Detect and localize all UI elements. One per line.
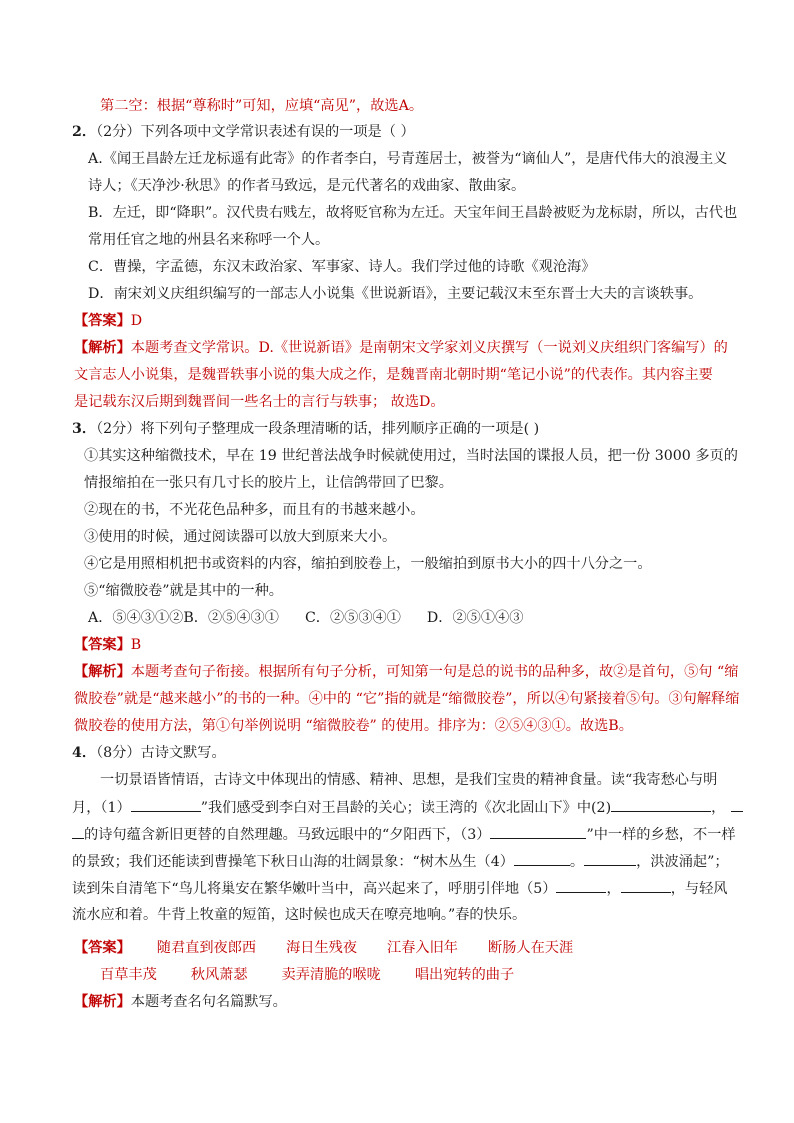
fill-blank-3[interactable] bbox=[490, 824, 586, 839]
answer-item: 断肠人在天涯 bbox=[488, 940, 574, 956]
answer-value: B bbox=[130, 637, 142, 653]
question-stem: （2分）下列各项中文学常识表述有误的一项是（ ） bbox=[96, 124, 415, 140]
question-stem: （2分）将下列句子整理成一段条理清晰的话，排列顺序正确的一项是( ) bbox=[96, 421, 540, 437]
option-a-line1: A.《闻王昌龄左迁龙标遥有此寄》的作者李白，号青莲居士，被誉为“谪仙人”，是唐代伟大的浪漫主义 bbox=[88, 151, 728, 167]
passage-line4: 的景致；我们还能读到曹操笔下秋日山海的壮阔景象：“树木丛生（4） 。 ，洪波涌起”； bbox=[72, 851, 729, 872]
question-number: 2． bbox=[72, 124, 97, 140]
passage-line3: 的诗句蕴含新旧更替的自然理趣。马致远眼中的“夕阳西下，（3） ”中一样的乡愁，不一样 bbox=[72, 824, 736, 845]
fill-blank-2c[interactable] bbox=[72, 824, 84, 839]
option-a: A．⑤④③①② bbox=[88, 610, 184, 626]
option-b: B．②⑤④③① bbox=[183, 610, 279, 626]
analysis-label: 【解析】 bbox=[74, 340, 131, 356]
fill-blank-1[interactable] bbox=[131, 797, 201, 812]
analysis-label: 【解析】 bbox=[74, 664, 131, 680]
option-c: C．曹操，字孟德，东汉末政治家、军事家、诗人。我们学过他的诗歌《观沧海》 bbox=[88, 259, 596, 275]
sentence-2: ②现在的书，不光花色品种多，而且有的书越来越小。 bbox=[84, 502, 425, 518]
answer-3 bbox=[74, 635, 141, 655]
option-b-line1: B．左迁，即“降职”。汉代贵右贱左，故将贬官称为左迁。天宝年间王昌龄被贬为龙标尉，所以，古代也 bbox=[88, 205, 738, 221]
option-d: D．南宋刘义庆组织编写的一部志人小说集《世说新语》，主要记载汉末至东晋士大夫的言谈轶事。 bbox=[88, 286, 703, 302]
analysis-3-line2: 微胶卷”就是“越来越小”的书的一种。④中的 “它”指的就是“缩微胶卷”，所以④句紧接着⑤句。③句解释缩 bbox=[74, 691, 740, 707]
fill-blank-4b[interactable] bbox=[584, 851, 636, 866]
fill-blank-2b[interactable] bbox=[731, 797, 743, 812]
answer-2 bbox=[74, 311, 142, 331]
sentence-1-line2: 情报缩拍在一张只有几寸长的胶片上，让信鸽带回了巴黎。 bbox=[84, 475, 453, 491]
answer-value: D bbox=[130, 313, 143, 329]
analysis-2-line2: 文言志人小说集，是魏晋轶事小说的集大成之作，是魏晋南北朝时期“笔记小说”的代表作。其内容主要 bbox=[74, 367, 713, 383]
fill-blank-5b[interactable] bbox=[621, 878, 671, 893]
analysis-2-line1: 【解析】本题考查文学常识。D.《世说新语》是南朝宋文学家刘义庆撰写（一说刘义庆组织门客编写）的 bbox=[74, 340, 728, 356]
fill-blank-2[interactable] bbox=[611, 797, 711, 812]
option-b-line2: 常用任官之地的州县名来称呼一个人。 bbox=[88, 232, 330, 248]
sentence-3: ③使用的时候，通过阅读器可以放大到原来大小。 bbox=[84, 529, 397, 545]
analysis-4: 【解析】本题考查名句名篇默写。 bbox=[74, 994, 287, 1010]
question-number: 3． bbox=[72, 421, 97, 437]
answer-item: 秋风萧瑟 bbox=[190, 967, 248, 983]
passage-line5: 读到朱自清笔下“鸟儿将巢安在繁华嫩叶当中，高兴起来了，呼朋引伴地（5） ， ，与轻风 bbox=[72, 878, 727, 899]
question-3 bbox=[72, 419, 539, 439]
analysis-3-line1: 【解析】本题考查句子衔接。根据所有句子分析，可知第一句是总的说书的品种多，故②是首句，⑤句 “缩 bbox=[74, 664, 739, 680]
answer-label: 【答案】 bbox=[74, 637, 131, 653]
sentence-4: ④它是用照相机把书或资料的内容，缩拍到胶卷上，一般缩拍到原书大小的四十八分之一。 bbox=[84, 556, 652, 572]
q1-analysis-continuation: 第二空：根据“尊称时”可知，应填“高见”，故选A。 bbox=[100, 98, 424, 114]
question-4 bbox=[72, 743, 226, 763]
question-2 bbox=[72, 122, 415, 142]
analysis-label: 【解析】 bbox=[74, 994, 131, 1010]
analysis-3-line3: 微胶卷的使用方法，第①句举例说明 “缩微胶卷” 的使用。排序为：②⑤④③①。故选B。 bbox=[74, 718, 633, 734]
passage-line6: 流水应和着。牛背上牧童的短笛，这时候也成天在嘹亮地响。”春的快乐。 bbox=[72, 907, 527, 923]
answer-item: 江春入旧年 bbox=[387, 940, 458, 956]
answer-item: 百草丰茂 bbox=[100, 967, 157, 983]
answer-label: 【答案】 bbox=[74, 940, 131, 956]
answer-item: 海日生残夜 bbox=[286, 940, 358, 956]
answer-4-line1 bbox=[74, 938, 573, 958]
answer-label: 【答案】 bbox=[74, 313, 131, 329]
option-d: D．②⑤①④③ bbox=[426, 610, 524, 626]
answer-item: 唱出宛转的曲子 bbox=[414, 967, 515, 983]
analysis-2-line3: 是记载东汉后期到魏晋间一些名士的言行与轶事； 故选D。 bbox=[74, 394, 445, 410]
answer-4-line2 bbox=[100, 965, 514, 985]
passage-line1: 一切景语皆情语，古诗文中体现出的情感、精神、思想，是我们宝贵的精神食量。读“我寄愁心与明 bbox=[100, 772, 718, 788]
fill-blank-4a[interactable] bbox=[514, 851, 570, 866]
answer-item: 随君直到夜郎西 bbox=[156, 940, 257, 956]
option-c: C．②⑤③④① bbox=[304, 610, 401, 626]
sentence-5: ⑤“缩微胶卷”就是其中的一种。 bbox=[84, 583, 283, 599]
sentence-1-line1: ①其实这种缩微技术，早在 19 世纪普法战争时候就使用过，当时法国的谍报人员，把一份 3000 多页的 bbox=[84, 448, 738, 464]
option-a-line2: 诗人；《天净沙·秋思》的作者马致远，是元代著名的戏曲家、散曲家。 bbox=[88, 178, 526, 194]
options-row bbox=[88, 608, 523, 628]
answer-item: 卖弄清脆的喉咙 bbox=[281, 967, 381, 983]
question-stem: （8分）古诗文默写。 bbox=[96, 745, 226, 761]
question-number: 4． bbox=[72, 745, 97, 761]
passage-line2: 月，（1） ”我们感受到李白对王昌龄的关心；读王湾的《次北固山下》中(2) ， bbox=[72, 797, 743, 818]
fill-blank-5a[interactable] bbox=[556, 878, 606, 893]
